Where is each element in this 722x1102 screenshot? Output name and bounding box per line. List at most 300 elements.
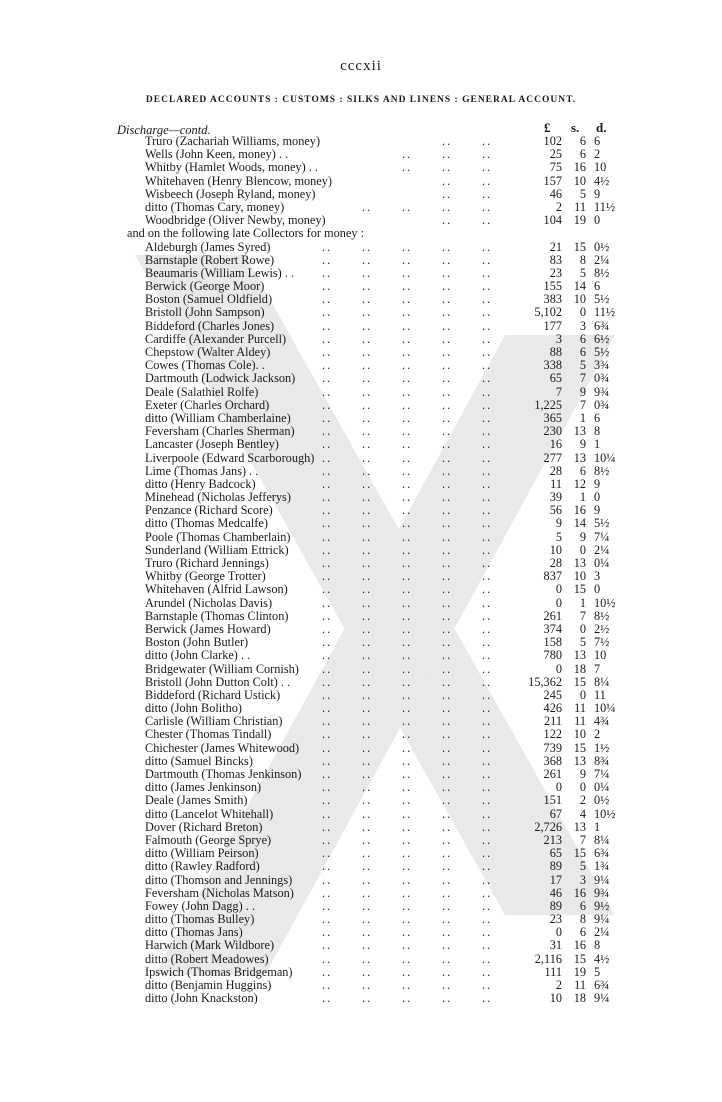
discharge-label: Discharge—contd. bbox=[117, 123, 211, 137]
shillings-value: 6 bbox=[579, 331, 586, 346]
shillings-value: 10 bbox=[573, 292, 586, 307]
entry-name: Whitehaven (Henry Blencow, money) bbox=[145, 173, 333, 188]
ledger-entry: Fowey (John Dagg) . . .. .. .. .. .. 89 6 9½ bbox=[145, 898, 610, 913]
pence-value: 1½ bbox=[594, 740, 610, 755]
shillings-value: 2 bbox=[579, 793, 586, 808]
shillings-value: 11 bbox=[574, 978, 586, 992]
entry-name: Arundel (Nicholas Davis) bbox=[145, 595, 273, 610]
pounds-value: 2,726 bbox=[534, 819, 562, 834]
entry-name: and on the following late Collectors for money : bbox=[127, 226, 365, 241]
shillings-value: 5 bbox=[579, 265, 586, 280]
pounds-value: 89 bbox=[549, 898, 562, 913]
shillings-value: 7 bbox=[579, 371, 586, 386]
shillings-value: 0 bbox=[579, 780, 586, 795]
entry-name: ditto (Robert Meadowes) bbox=[145, 951, 269, 966]
ledger-entry: Carlisle (William Christian) .. .. .. .. .. 211 11 4¾ bbox=[145, 714, 610, 729]
pounds-value: 65 bbox=[549, 846, 562, 861]
ledger-entry: ditto (James Jenkinson) .. .. .. .. .. 0 0 0¼ bbox=[145, 780, 610, 795]
pence-value: 0¼ bbox=[594, 556, 610, 570]
ledger-entry: Barnstaple (Thomas Clinton) .. .. .. .. .. 261 7 8½ bbox=[145, 608, 610, 623]
ledger-entry bbox=[0, 227, 722, 240]
pence-value: 2 bbox=[594, 727, 601, 742]
shillings-value: 1 bbox=[579, 595, 586, 610]
pounds-value: 211 bbox=[544, 714, 562, 729]
pence-value: 7¼ bbox=[594, 767, 610, 781]
pence-value: 9¼ bbox=[594, 872, 610, 887]
entry-name: Harwich (Mark Wildbore) bbox=[145, 938, 275, 953]
shillings-value: 6 bbox=[579, 147, 586, 162]
pounds-value: 67 bbox=[549, 806, 562, 821]
ledger-entry: Truro (Richard Jennings) .. .. .. .. .. 28 13 0¼ bbox=[145, 556, 610, 570]
pounds-value: 89 bbox=[549, 859, 562, 874]
ledger-entry: ditto (John Knackston) .. .. .. .. .. 10 18 9¼ bbox=[145, 991, 610, 1006]
entry-name: Lime (Thomas Jans) . . bbox=[145, 463, 259, 478]
ledger-entry: Harwich (Mark Wildbore) .. .. .. .. .. 31 16 8 bbox=[145, 938, 601, 953]
pounds-value: 46 bbox=[549, 186, 562, 201]
pounds-value: 3 bbox=[555, 331, 562, 346]
shillings-value: 15 bbox=[573, 239, 586, 254]
ledger-entry: Boston (John Butler) .. .. .. .. .. 158 5 7½ bbox=[145, 635, 610, 650]
ledger-entry: Chester (Thomas Tindall) .. .. .. .. .. 122 10 2 bbox=[145, 727, 601, 742]
shillings-value: 3 bbox=[579, 872, 586, 887]
pence-value: 5½ bbox=[594, 292, 610, 307]
pounds-value: 88 bbox=[549, 345, 562, 359]
shillings-value: 6 bbox=[579, 134, 586, 148]
pounds-value: 31 bbox=[549, 938, 562, 953]
ledger-entry: Wells (John Keen, money) . . .. .. .. 25 6 2 bbox=[145, 147, 601, 162]
pounds-value: 338 bbox=[543, 358, 562, 373]
pounds-value: 368 bbox=[543, 753, 562, 768]
pounds-value: 739 bbox=[543, 740, 562, 755]
shillings-value: 10 bbox=[573, 727, 586, 742]
shillings-value: 15 bbox=[573, 674, 586, 689]
shillings-value: 13 bbox=[573, 424, 586, 439]
ledger-entry: Sunderland (William Ettrick) .. .. .. .. .. 10 0 2¼ bbox=[145, 542, 610, 557]
pounds-value: 5,102 bbox=[534, 305, 562, 320]
entry-name: Wells (John Keen, money) . . bbox=[145, 147, 289, 162]
ledger-entry: Deale (James Smith) .. .. .. .. .. 151 2 0½ bbox=[145, 793, 610, 808]
entry-name: ditto (Henry Badcock) bbox=[145, 476, 256, 491]
pounds-value: 151 bbox=[543, 793, 562, 808]
ledger-entry: Whitehaven (Henry Blencow, money) .. .. 157 10 4½ bbox=[145, 173, 610, 188]
ledger-entry: Penzance (Richard Score) .. .. .. .. .. 56 16 9 bbox=[145, 503, 601, 518]
shillings-value: 9 bbox=[579, 529, 586, 544]
pounds-value: 10 bbox=[549, 542, 562, 557]
ledger-entry: ditto (Thomas Cary, money) .. .. .. .. 2 11 11½ bbox=[145, 199, 616, 214]
pence-value: 9 bbox=[594, 476, 601, 491]
pence-heading: d. bbox=[596, 120, 607, 135]
pounds-value: 1,225 bbox=[534, 397, 562, 412]
pence-value: 3 bbox=[594, 569, 601, 584]
pence-value: 8½ bbox=[594, 608, 610, 623]
ledger-entry: Ipswich (Thomas Bridgeman) .. .. .. .. .. 111 19 5 bbox=[145, 964, 601, 979]
entry-name: ditto (William Peirson) bbox=[145, 846, 259, 861]
shillings-value: 11 bbox=[574, 714, 586, 729]
pounds-value: 365 bbox=[543, 410, 562, 425]
pence-value: 8 bbox=[594, 938, 601, 953]
entry-name: Woodbridge (Oliver Newby, money) bbox=[145, 213, 326, 228]
shillings-value: 18 bbox=[573, 661, 586, 676]
pounds-value: 158 bbox=[543, 635, 562, 650]
pence-value: 9¼ bbox=[594, 991, 610, 1006]
pence-value: 2 bbox=[594, 147, 601, 162]
entry-name: ditto (William Chamberlaine) bbox=[145, 410, 291, 425]
shillings-value: 7 bbox=[579, 832, 586, 847]
pounds-value: 374 bbox=[543, 621, 562, 636]
ledger-entry: Biddeford (Richard Ustick) .. .. .. .. .. 245 0 11 bbox=[145, 687, 606, 702]
ledger-entry: Dartmouth (Thomas Jenkinson) .. .. .. .. .. 261 9 7¼ bbox=[145, 767, 610, 781]
entry-name: Falmouth (George Sprye) bbox=[145, 832, 272, 847]
entry-name: Bristoll (John Sampson) bbox=[145, 305, 265, 320]
ledger-entry: Woodbridge (Oliver Newby, money) .. .. 104 19 0 bbox=[145, 213, 601, 228]
shillings-value: 16 bbox=[573, 160, 586, 175]
entry-name: Cowes (Thomas Cole). . bbox=[145, 358, 265, 373]
pence-value: 10¼ bbox=[594, 450, 616, 465]
pence-value: 11½ bbox=[594, 305, 616, 320]
pence-value: 4½ bbox=[594, 173, 610, 188]
entry-name: Whitehaven (Alfrid Lawson) bbox=[145, 582, 288, 597]
pounds-value: 28 bbox=[549, 556, 562, 570]
ledger-entry: Boston (Samuel Oldfield) .. .. .. .. .. 383 10 5½ bbox=[145, 292, 610, 307]
pence-value: 9 bbox=[594, 503, 601, 518]
pounds-value: 157 bbox=[543, 173, 562, 188]
shillings-value: 13 bbox=[573, 556, 586, 570]
entry-name: Whitby (George Trotter) bbox=[145, 569, 266, 584]
pence-value: 6 bbox=[594, 410, 601, 425]
pence-value: 9¼ bbox=[594, 912, 610, 927]
ledger-entry: Whitehaven (Alfrid Lawson) .. .. .. .. .. 0 15 0 bbox=[145, 582, 601, 597]
shillings-value: 13 bbox=[573, 753, 586, 768]
entry-name: Fowey (John Dagg) . . bbox=[145, 898, 255, 913]
pence-value: 7 bbox=[594, 661, 601, 676]
pence-value: 6 bbox=[594, 134, 601, 148]
shillings-value: 5 bbox=[579, 358, 586, 373]
entry-name: ditto (Samuel Bincks) bbox=[145, 753, 253, 768]
shillings-value: 16 bbox=[573, 503, 586, 518]
pence-value: 2¼ bbox=[594, 542, 610, 557]
ledger-entry: Deale (Salathiel Rolfe) .. .. .. .. .. 7 9 9¾ bbox=[145, 384, 610, 399]
entry-name: ditto (John Bolitho) bbox=[145, 701, 243, 716]
pounds-value: 245 bbox=[543, 687, 562, 702]
ledger-entry: Dover (Richard Breton) .. .. .. .. .. 2,726 13 1 bbox=[145, 819, 601, 834]
entry-name: ditto (Thomson and Jennings) bbox=[145, 872, 293, 887]
pounds-value: 23 bbox=[549, 912, 562, 927]
entry-name: Aldeburgh (James Syred) bbox=[145, 239, 271, 254]
running-head: DECLARED ACCOUNTS : CUSTOMS : SILKS AND LINENS : GENERAL ACCOUNT. bbox=[145, 95, 577, 105]
entry-name: ditto (John Knackston) bbox=[145, 991, 258, 1006]
entry-name: Ipswich (Thomas Bridgeman) bbox=[145, 964, 293, 979]
entry-name: Liverpoole (Edward Scarborough) bbox=[145, 450, 315, 465]
pence-value: 0¾ bbox=[594, 397, 610, 412]
shillings-value: 1 bbox=[579, 490, 586, 505]
pence-value: 1 bbox=[594, 437, 601, 452]
pence-value: 9 bbox=[594, 186, 601, 201]
ledger-entry: Chepstow (Walter Aldey) .. .. .. .. .. 88 6 5½ bbox=[145, 345, 610, 359]
pounds-value: 46 bbox=[549, 885, 562, 900]
ledger-entry: Feversham (Nicholas Matson) .. .. .. .. .. 46 16 9¾ bbox=[145, 885, 610, 900]
ledger-entry: Lime (Thomas Jans) . . .. .. .. .. .. 28 6 8½ bbox=[145, 463, 610, 478]
shillings-value: 0 bbox=[579, 542, 586, 557]
shillings-value: 13 bbox=[573, 450, 586, 465]
entry-name: Bristoll (John Dutton Colt) . . bbox=[145, 674, 291, 689]
pence-value: 10½ bbox=[594, 806, 616, 821]
pounds-heading: £ bbox=[544, 120, 551, 135]
pence-value: 8 bbox=[594, 424, 601, 439]
shillings-value: 7 bbox=[579, 397, 586, 412]
pounds-value: 261 bbox=[543, 608, 562, 623]
ledger-entry: Arundel (Nicholas Davis) .. .. .. .. .. 0 1 10½ bbox=[145, 595, 616, 610]
pounds-value: 0 bbox=[555, 780, 562, 795]
shillings-value: 9 bbox=[579, 437, 586, 452]
pounds-value: 111 bbox=[544, 964, 562, 979]
pence-value: 7¼ bbox=[594, 529, 610, 544]
pence-value: 1 bbox=[594, 819, 601, 834]
ledger-entry: Exeter (Charles Orchard) .. .. .. .. .. 1,225 7 0¾ bbox=[145, 397, 610, 412]
ledger-entry: Beaumaris (William Lewis) . . .. .. .. .. .. 23 5 8½ bbox=[145, 265, 610, 280]
entry-name: Exeter (Charles Orchard) bbox=[145, 397, 270, 412]
ledger-entry: Lancaster (Joseph Bentley) .. .. .. .. .. 16 9 1 bbox=[145, 437, 601, 452]
ledger-entry: Whitby (Hamlet Woods, money) . . .. .. .. 75 16 10 bbox=[145, 160, 607, 175]
pence-value: 8¼ bbox=[594, 832, 610, 847]
pence-value: 8¾ bbox=[594, 753, 610, 768]
pounds-value: 383 bbox=[543, 292, 562, 307]
ledger-entry: ditto (Benjamin Huggins) .. .. .. .. .. 2 11 6¾ bbox=[145, 978, 610, 992]
shillings-value: 19 bbox=[573, 213, 586, 228]
shillings-value: 1 bbox=[579, 410, 586, 425]
shillings-heading: s. bbox=[571, 120, 580, 135]
entry-name: Dover (Richard Breton) bbox=[145, 819, 263, 834]
pence-value: 11 bbox=[594, 687, 606, 702]
pence-value: 0 bbox=[594, 213, 601, 228]
shillings-value: 14 bbox=[573, 279, 586, 294]
pounds-value: 23 bbox=[549, 265, 562, 280]
pounds-value: 837 bbox=[543, 569, 562, 584]
entry-name: Whitby (Hamlet Woods, money) . . bbox=[145, 160, 318, 175]
pence-value: 0½ bbox=[594, 239, 610, 254]
shillings-value: 9 bbox=[579, 767, 586, 781]
shillings-value: 6 bbox=[579, 345, 586, 359]
pounds-value: 780 bbox=[543, 648, 562, 663]
shillings-value: 14 bbox=[573, 516, 586, 531]
pence-value: 5½ bbox=[594, 516, 610, 531]
ledger-entry: ditto (Thomas Jans) .. .. .. .. .. 0 6 2¼ bbox=[145, 925, 610, 940]
entry-name: ditto (Thomas Medcalfe) bbox=[145, 516, 268, 531]
pounds-value: 0 bbox=[555, 595, 562, 610]
shillings-value: 5 bbox=[579, 859, 586, 874]
shillings-value: 10 bbox=[573, 173, 586, 188]
shillings-value: 15 bbox=[573, 951, 586, 966]
pounds-value: 83 bbox=[549, 252, 562, 267]
ledger-entry: Poole (Thomas Chamberlain) .. .. .. .. .. 5 9 7¼ bbox=[145, 529, 610, 544]
pence-value: 10½ bbox=[594, 595, 616, 610]
entry-name: ditto (Lancelot Whitehall) bbox=[145, 806, 274, 821]
pence-value: 10 bbox=[594, 648, 607, 663]
ledger-entry: ditto (Rawley Radford) .. .. .. .. .. 89 5 1¾ bbox=[145, 859, 610, 874]
pence-value: 11½ bbox=[594, 199, 616, 214]
shillings-value: 7 bbox=[579, 608, 586, 623]
pounds-value: 426 bbox=[543, 701, 562, 716]
ledger-entry: Truro (Zachariah Williams, money) .. .. 102 6 6 bbox=[145, 134, 601, 148]
ledger-entry: Chichester (James Whitewood) .. .. .. .. .. 739 15 1½ bbox=[145, 740, 610, 755]
entry-name: ditto (Rawley Radford) bbox=[145, 859, 260, 874]
pence-value: 9¾ bbox=[594, 384, 610, 399]
ledger-entry: Bristoll (John Sampson) .. .. .. .. .. 5,102 0 11½ bbox=[145, 305, 616, 320]
pence-value: 0¼ bbox=[594, 780, 610, 795]
pence-value: 4¾ bbox=[594, 714, 610, 729]
ledger-entry: ditto (John Bolitho) .. .. .. .. .. 426 11 10¼ bbox=[145, 701, 616, 716]
shillings-value: 9 bbox=[579, 384, 586, 399]
pence-value: 6¾ bbox=[594, 318, 610, 333]
entry-name: Biddeford (Richard Ustick) bbox=[145, 687, 281, 702]
entry-name: Beaumaris (William Lewis) . . bbox=[145, 265, 295, 280]
shillings-value: 11 bbox=[574, 199, 586, 214]
pence-value: 1¾ bbox=[594, 859, 610, 874]
ledger-entry: Barnstaple (Robert Rowe) .. .. .. .. .. 83 8 2¼ bbox=[145, 252, 610, 267]
pence-value: 8½ bbox=[594, 463, 610, 478]
pence-value: 9¾ bbox=[594, 885, 610, 900]
shillings-value: 6 bbox=[579, 925, 586, 940]
entry-name: Boston (John Butler) bbox=[145, 635, 249, 650]
shillings-value: 15 bbox=[573, 846, 586, 861]
ledger-entry: Liverpoole (Edward Scarborough) .. .. .. .. .. 277 13 10¼ bbox=[145, 450, 616, 465]
pounds-value: 277 bbox=[543, 450, 562, 465]
entry-name: Sunderland (William Ettrick) bbox=[145, 542, 289, 557]
shillings-value: 15 bbox=[573, 740, 586, 755]
entry-name: Chester (Thomas Tindall) bbox=[145, 727, 272, 742]
ledger-entry: ditto (Henry Badcock) .. .. .. .. .. 11 12 9 bbox=[145, 476, 601, 491]
pounds-value: 16 bbox=[549, 437, 562, 452]
shillings-value: 10 bbox=[573, 569, 586, 584]
entry-name: Wisbeech (Joseph Ryland, money) bbox=[145, 186, 316, 201]
pounds-value: 17 bbox=[549, 872, 562, 887]
ledger-entry: Dartmouth (Lodwick Jackson) .. .. .. .. .. 65 7 0¾ bbox=[145, 371, 610, 386]
ledger-entry: ditto (John Clarke) . . .. .. .. .. .. 780 13 10 bbox=[145, 648, 607, 663]
entry-name: Minehead (Nicholas Jefferys) bbox=[145, 490, 291, 505]
shillings-value: 11 bbox=[574, 701, 586, 716]
ledger-entry: Falmouth (George Sprye) .. .. .. .. .. 213 7 8¼ bbox=[145, 832, 610, 847]
entry-name: Boston (Samuel Oldfield) bbox=[145, 292, 273, 307]
shillings-value: 18 bbox=[573, 991, 586, 1006]
entry-name: Truro (Zachariah Williams, money) bbox=[145, 134, 321, 148]
ledger-entry: Wisbeech (Joseph Ryland, money) .. .. 46 5 9 bbox=[145, 186, 601, 201]
entry-name: Dartmouth (Lodwick Jackson) bbox=[145, 371, 296, 386]
ledger-entry: Bristoll (John Dutton Colt) . . .. .. .. .. .. 15,362 15 8¼ bbox=[145, 674, 610, 689]
pounds-value: 122 bbox=[543, 727, 562, 742]
pounds-value: 7 bbox=[555, 384, 562, 399]
entry-name: Deale (Salathiel Rolfe) bbox=[145, 384, 259, 399]
pounds-value: 0 bbox=[555, 661, 562, 676]
pounds-value: 230 bbox=[543, 424, 562, 439]
shillings-value: 13 bbox=[573, 648, 586, 663]
ledger-entry: ditto (Robert Meadowes) .. .. .. .. .. 2,116 15 4½ bbox=[145, 951, 610, 966]
ledger-entry: Biddeford (Charles Jones) .. .. .. .. .. 177 3 6¾ bbox=[145, 318, 610, 333]
pounds-value: 21 bbox=[549, 239, 562, 254]
pence-value: 2¼ bbox=[594, 925, 610, 940]
shillings-value: 0 bbox=[579, 687, 586, 702]
pence-value: 10 bbox=[594, 160, 607, 175]
ledger-entry: Cowes (Thomas Cole). . .. .. .. .. .. 338 5 3¾ bbox=[145, 358, 610, 373]
pounds-value: 155 bbox=[543, 279, 562, 294]
pounds-value: 0 bbox=[555, 925, 562, 940]
pence-value: 4½ bbox=[594, 951, 610, 966]
entry-name: Poole (Thomas Chamberlain) bbox=[145, 529, 291, 544]
pence-value: 6½ bbox=[594, 331, 610, 346]
entry-name: Bridgewater (William Cornish) bbox=[145, 661, 299, 676]
pence-value: 3¾ bbox=[594, 358, 610, 373]
ledger-entry: Feversham (Charles Sherman) .. .. .. .. .. 230 13 8 bbox=[145, 424, 601, 439]
pounds-value: 177 bbox=[543, 318, 562, 333]
pounds-value: 75 bbox=[549, 160, 562, 175]
entry-name: Feversham (Nicholas Matson) bbox=[145, 885, 294, 900]
entry-name: ditto (John Clarke) . . bbox=[145, 648, 251, 663]
pence-value: 6¾ bbox=[594, 846, 610, 861]
entry-name: ditto (Thomas Jans) bbox=[145, 925, 243, 940]
ledger-entry: ditto (William Chamberlaine) .. .. .. .. .. 365 1 6 bbox=[145, 410, 601, 425]
pence-value: 9½ bbox=[594, 898, 610, 913]
pounds-value: 0 bbox=[555, 582, 562, 597]
pence-value: 10¼ bbox=[594, 701, 616, 716]
ledger-entry: ditto (William Peirson) .. .. .. .. .. 65 15 6¾ bbox=[145, 846, 610, 861]
pence-value: 5 bbox=[594, 964, 601, 979]
ledger-entry: ditto (Thomson and Jennings) .. .. .. .. .. 17 3 9¼ bbox=[145, 872, 610, 887]
ledger-entry: ditto (Thomas Bulley) .. .. .. .. .. 23 8 9¼ bbox=[145, 912, 610, 927]
entry-name: Biddeford (Charles Jones) bbox=[145, 318, 275, 333]
pence-value: 2½ bbox=[594, 621, 610, 636]
entry-name: ditto (Benjamin Huggins) bbox=[145, 978, 272, 992]
pence-value: 6¾ bbox=[594, 978, 610, 992]
shillings-value: 0 bbox=[579, 305, 586, 320]
pounds-value: 25 bbox=[549, 147, 562, 162]
pence-value: 2¼ bbox=[594, 252, 610, 267]
pence-value: 0 bbox=[594, 582, 601, 597]
ledger-entry: Berwick (George Moor) .. .. .. .. .. 155 14 6 bbox=[145, 279, 601, 294]
shillings-value: 16 bbox=[573, 885, 586, 900]
entry-name: Chepstow (Walter Aldey) bbox=[145, 345, 271, 359]
pounds-value: 5 bbox=[555, 529, 562, 544]
shillings-value: 8 bbox=[579, 912, 586, 927]
ledger-entry: ditto (Samuel Bincks) .. .. .. .. .. 368 13 8¾ bbox=[145, 753, 610, 768]
shillings-value: 0 bbox=[579, 621, 586, 636]
entry-name: ditto (Thomas Cary, money) bbox=[145, 199, 285, 214]
pounds-value: 15,362 bbox=[528, 674, 562, 689]
pounds-value: 10 bbox=[549, 991, 562, 1006]
entry-name: Berwick (George Moor) bbox=[145, 279, 265, 294]
ledger-entry: Aldeburgh (James Syred) .. .. .. .. .. 21 15 0½ bbox=[145, 239, 610, 254]
entry-name: Chichester (James Whitewood) bbox=[145, 740, 300, 755]
shillings-value: 6 bbox=[579, 898, 586, 913]
shillings-value: 12 bbox=[573, 476, 586, 491]
pounds-value: 65 bbox=[549, 371, 562, 386]
pence-value: 5½ bbox=[594, 345, 610, 359]
pence-value: 0¾ bbox=[594, 371, 610, 386]
entry-name: Barnstaple (Robert Rowe) bbox=[145, 252, 275, 267]
shillings-value: 16 bbox=[573, 938, 586, 953]
pounds-value: 104 bbox=[543, 213, 562, 228]
pence-value: 7½ bbox=[594, 635, 610, 650]
shillings-value: 4 bbox=[579, 806, 586, 821]
entry-name: Berwick (James Howard) bbox=[145, 621, 271, 636]
ledger-entry: ditto (Lancelot Whitehall) .. .. .. .. .. 67 4 10½ bbox=[145, 806, 616, 821]
pounds-value: 2,116 bbox=[534, 951, 562, 966]
page-number: cccxii bbox=[340, 58, 382, 74]
entry-name: Barnstaple (Thomas Clinton) bbox=[145, 608, 289, 623]
shillings-value: 6 bbox=[579, 463, 586, 478]
entry-name: Carlisle (William Christian) bbox=[145, 714, 283, 729]
ledger-entry: Cardiffe (Alexander Purcell) .. .. .. .. .. 3 6 6½ bbox=[145, 331, 610, 346]
pounds-value: 2 bbox=[555, 199, 562, 214]
ledger-entry: Bridgewater (William Cornish) .. .. .. .. .. 0 18 7 bbox=[145, 661, 601, 676]
pounds-value: 56 bbox=[549, 503, 562, 518]
